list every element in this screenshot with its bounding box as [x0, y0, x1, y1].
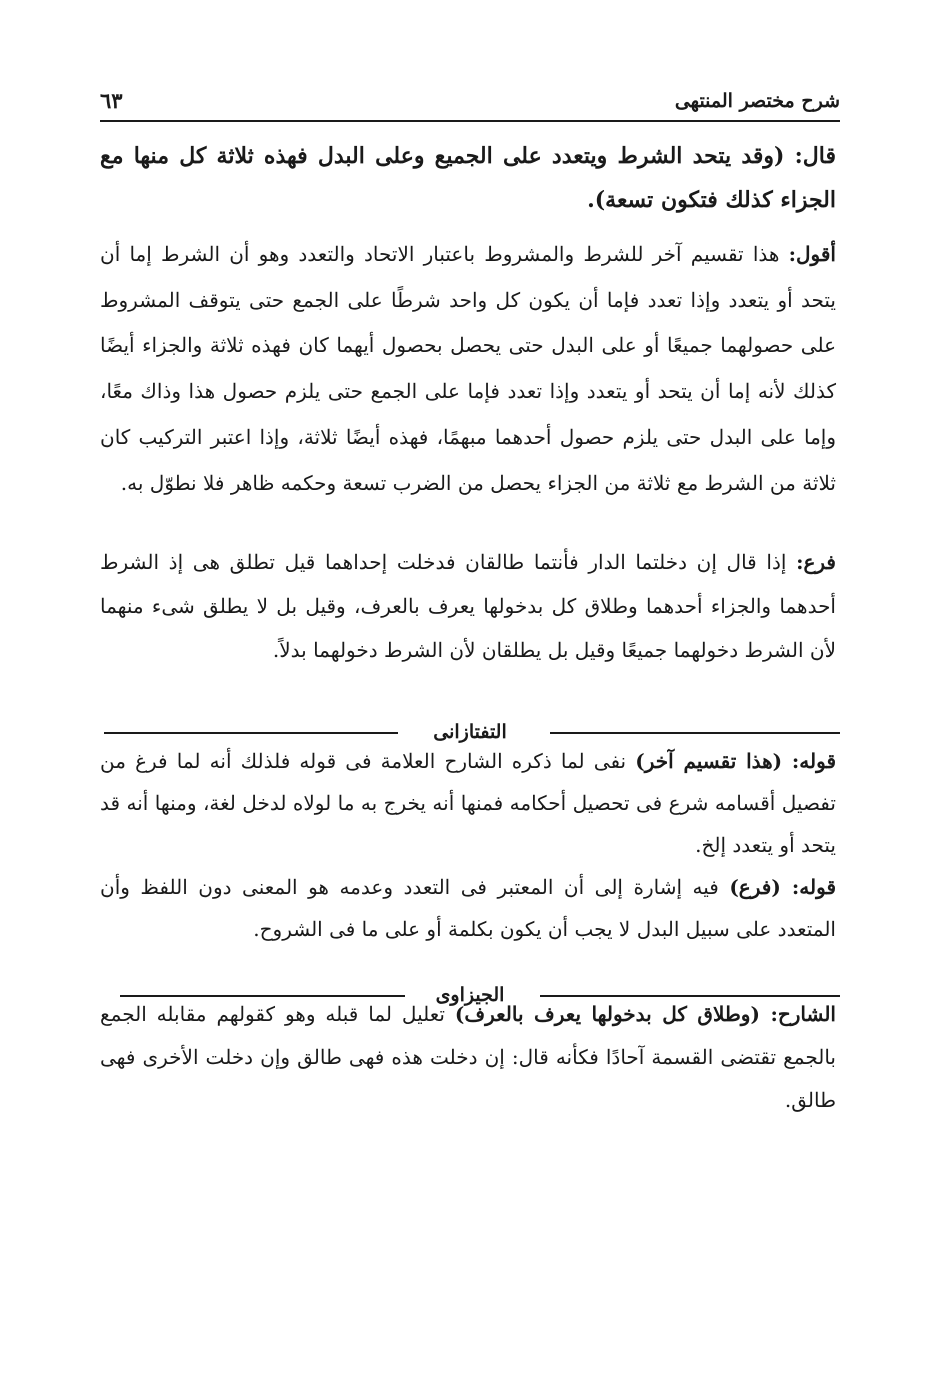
- matn-text: (وقد يتحد الشرط ويتعدد على الجميع وعلى البدل فهذه ثلاثة كل منها مع الجزاء كذلك فتكون تسعة).: [100, 143, 836, 213]
- header-rule: [100, 120, 840, 122]
- matn-paragraph: [100, 134, 836, 222]
- taftazani-heading: التفتازانى: [433, 721, 507, 743]
- fara-paragraph: [100, 540, 836, 672]
- divider-rule: [104, 732, 398, 734]
- jizawi-note: [100, 993, 836, 1122]
- note-lead: قوله:: [791, 875, 836, 899]
- page-number: ٦٣: [100, 88, 123, 113]
- note-quote: (فرع): [729, 875, 792, 899]
- sharh-lead: أقول:: [788, 242, 836, 266]
- taftazani-note: [100, 740, 836, 866]
- running-title: شرح مختصر المنتهى: [674, 90, 840, 112]
- sharh-text: هذا تقسيم آخر للشرط والمشروط باعتبار الاتحاد والتعدد وهو أن الشرط إما أن يتحد أو يتعدد وإذا تعدد فإما أن يكون كل واحد شرطًا على الجمع حتى يتوقف المشروط على حصولهما جميعًا أو على البدل حتى يحصل بحصول أيهما كان فهذه ثلاثة والجزاء أيضًا كذلك لأنه إما أن يتحد أو يتعدد وإذا تعدد فإما على الجمع حتى يلزم حصول هذا وذاك معًا، وإما على البدل حتى يلزم حصول أحدهما مبهمًا، فهذه أيضًا ثلاثة، وإذا اعتبر التركيب كان ثلاثة من الشرط مع ثلاثة من الجزاء يحصل من الضرب تسعة وحكمه ظاهر فلا نطوّل به.: [100, 242, 836, 495]
- sharh-passage: [100, 232, 836, 506]
- taftazani-notes: [100, 740, 836, 950]
- note-text: نفى لما ذكره الشارح العلامة فى قوله فلذلك أنه لما فرغ من تفصيل أقسامه شرع فى تحصيل أحكامه فمنها أنه يخرج به ما لولاه لدخل لغة، ومنها أنه قد يتحد أو يتعدد إلخ.: [100, 749, 836, 857]
- jizawi-notes: [100, 993, 836, 1122]
- note-text: تعليل لما قبله وهو كقولهم مقابله الجمع بالجمع تقتضى القسمة آحادًا فكأنه قال: إن دخلت هذه فهى طالق وإن دخلت الأخرى فهى طالق.: [100, 1002, 836, 1112]
- matn-lead: قال:: [794, 143, 836, 169]
- fara-text: إذا قال إن دخلتما الدار فأنتما طالقان فدخلت إحداهما قيل تطلق هى إذ الشرط أحدهما والجزاء أحدهما وطلاق كل بدخولها يعرف بالعرف، وقيل بل لا يطلق شىء منهما لأن الشرط دخولهما جميعًا وقيل بل يطلقان لأن الشرط دخولهما بدلاً.: [100, 550, 836, 662]
- note-quote: (هذا تقسيم آخر): [635, 749, 792, 773]
- running-head: [100, 86, 840, 116]
- note-quote: (وطلاق كل بدخولها يعرف بالعرف): [454, 1002, 771, 1026]
- fara-lead: فرع:: [796, 550, 836, 574]
- note-lead: قوله:: [791, 749, 836, 773]
- sharh-paragraph: [100, 232, 836, 506]
- jizawi-heading: الجيزاوى: [435, 984, 505, 1006]
- matn-passage: [100, 134, 836, 222]
- note-lead: الشارح:: [770, 1002, 836, 1026]
- note-text: فيه إشارة إلى أن المعتبر فى التعدد وعدمه هو المعنى دون اللفظ وأن المتعدد على سبيل البدل لا يجب أن يكون بكلمة أو على ما فى الشروح.: [100, 875, 836, 941]
- fara-passage: [100, 540, 836, 672]
- taftazani-note: [100, 866, 836, 950]
